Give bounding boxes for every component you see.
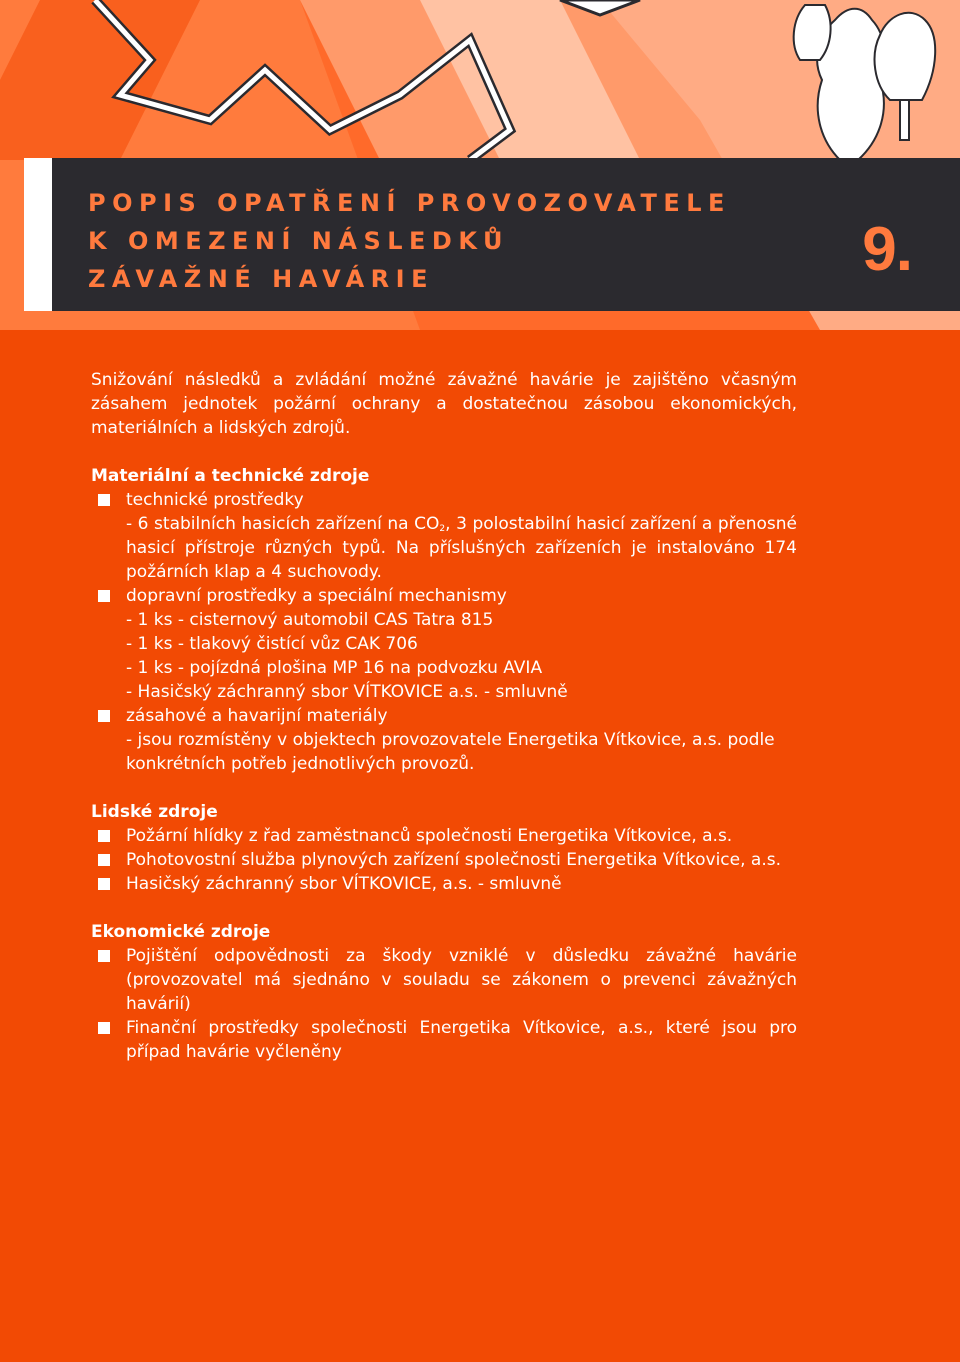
transport-item: - 1 ks - pojízdná plošina MP 16 na podvozku AVIA: [126, 658, 543, 678]
human-section: [91, 800, 797, 896]
bullet-square-icon: [98, 1022, 110, 1034]
list-item-text: Hasičský záchranný sbor VÍTKOVICE, a.s. - smluvně: [126, 874, 562, 894]
bullet-square-icon: [98, 494, 110, 506]
bullet-transport: [91, 584, 797, 608]
chapter-title-bar: [24, 158, 960, 311]
title-bar-accent: [24, 158, 52, 311]
bullet-square-icon: [98, 950, 110, 962]
bullet-square-icon: [98, 878, 110, 890]
intro-paragraph: Snižování následků a zvládání možné závažné havárie je zajištěno včasným zásahem jednotek požární ochrany a dostatečnou zásobou ekonomických, materiálních a lidských zdrojů.: [91, 370, 797, 438]
subscript-2: 2: [439, 524, 446, 534]
list-item: [91, 824, 797, 848]
list-item: [91, 1016, 797, 1064]
transport-item: - Hasičský záchranný sbor VÍTKOVICE a.s. - smluvně: [126, 682, 568, 702]
list-item: [91, 872, 797, 896]
economic-section: [91, 920, 797, 1064]
bullet-label: technické prostředky: [126, 490, 304, 510]
bullet-label: zásahové a havarijní materiály: [126, 706, 388, 726]
list-item-text: Požární hlídky z řad zaměstnanců společnosti Energetika Vítkovice, a.s.: [126, 826, 733, 846]
chapter-number: 9.: [862, 215, 912, 284]
title-line-1: POPIS OPATŘENÍ PROVOZOVATELE: [88, 189, 731, 217]
bullet-technical: [91, 488, 797, 512]
emergency-description: - jsou rozmístěny v objektech provozovatele Energetika Vítkovice, a.s. podle konkrétních potřeb jednotlivých provozů.: [126, 730, 775, 774]
section-title-economic: Ekonomické zdroje: [91, 922, 271, 942]
technical-description: [91, 512, 797, 584]
section-title-human: Lidské zdroje: [91, 802, 218, 822]
content: [91, 368, 797, 1064]
bullet-square-icon: [98, 590, 110, 602]
transport-item: - 1 ks - tlakový čistící vůz CAK 706: [126, 634, 418, 654]
bullet-square-icon: [98, 854, 110, 866]
bullet-emergency: [91, 704, 797, 728]
title-line-2: K OMEZENÍ NÁSLEDKŮ: [88, 227, 510, 255]
list-item-text: Finanční prostředky společnosti Energetika Vítkovice, a.s., které jsou pro případ havárie vyčleněny: [126, 1018, 797, 1062]
title-line-3: ZÁVAŽNÉ HAVÁRIE: [88, 265, 434, 293]
transport-item: - 1 ks - cisternový automobil CAS Tatra 815: [126, 610, 494, 630]
technical-text-part2: , 3 polostabilní hasicí zařízení a přenosné hasicí přístroje různých typů. Na příslušných zařízeních je instalováno 174 požárních klap a 4 suchovody.: [126, 514, 797, 582]
list-item-text: Pojištění odpovědnosti za škody vzniklé v důsledku závažné havárie (provozovatel má sjednáno v souladu se zákonem o prevenci závažných havárií): [126, 946, 797, 1014]
material-section: [91, 464, 797, 776]
list-item-text: Pohotovostní služba plynových zařízení společnosti Energetika Vítkovice, a.s.: [126, 850, 782, 870]
bullet-square-icon: [98, 710, 110, 722]
bullet-square-icon: [98, 830, 110, 842]
bullet-label: dopravní prostředky a speciální mechanismy: [126, 586, 507, 606]
chapter-title: [88, 184, 731, 298]
list-item: [91, 848, 797, 872]
technical-text-part1: - 6 stabilních hasicích zařízení na CO: [126, 514, 440, 534]
section-title-material: Materiální a technické zdroje: [91, 466, 370, 486]
list-item: [91, 944, 797, 1016]
